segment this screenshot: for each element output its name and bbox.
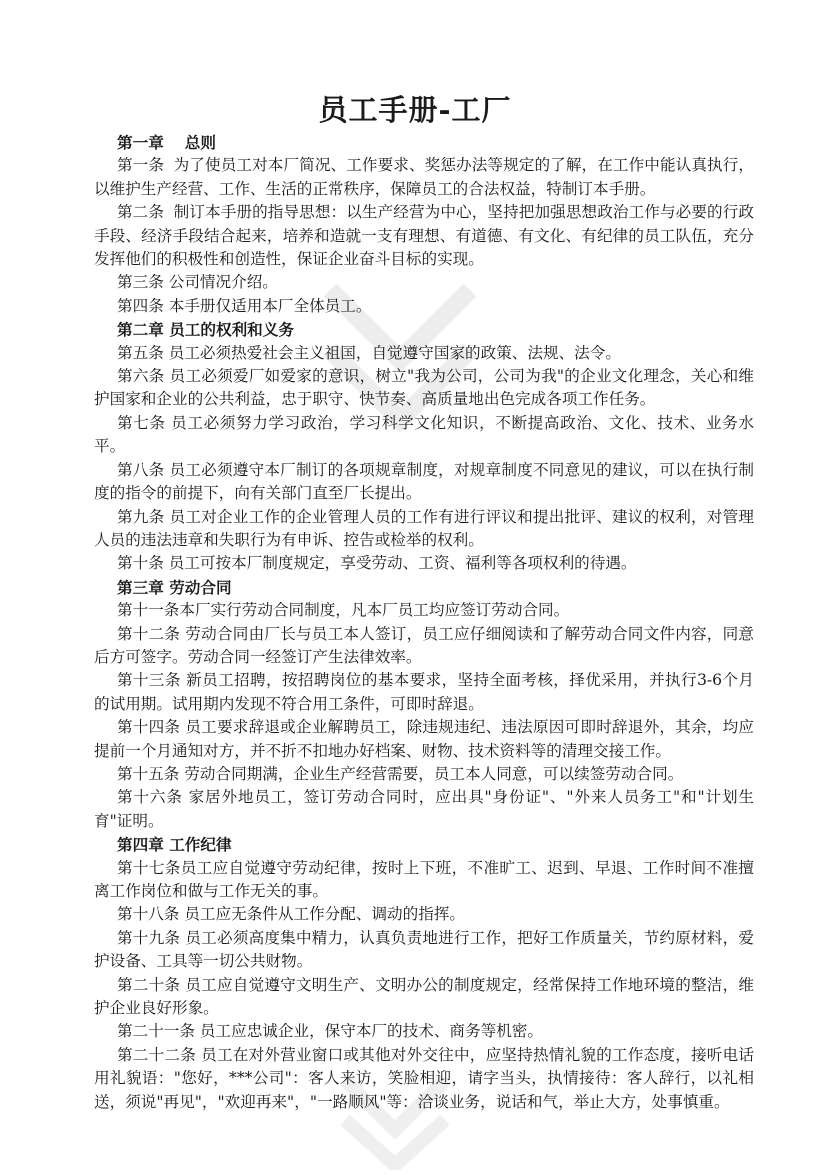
article-paragraph: 第十一条本厂实行劳动合同制度，凡本厂员工均应签订劳动合同。 [117,601,570,620]
article-paragraph: 第一条 为了使员工对本厂简况、工作要求、奖惩办法等规定的了解，在工作中能认真执行，以维护生产经营、工作、生活的正常秩序，保障员工的合法权益，特制订本手册。 [94,156,754,198]
article-paragraph: 第十七条员工应自觉遵守劳动纪律，按时上下班，不准旷工、迟到、早退、工作时间不准擅离工作岗位和做与工作无关的事。 [94,858,754,900]
article-paragraph: 第五条 员工必须热爱社会主义祖国，自觉遵守国家的政策、法规、法令。 [117,343,621,362]
article-paragraph: 第二条 制订本手册的指导思想：以生产经营为中心，坚持把加强思想政治工作与必要的行政手段、经济手段结合起来，培养和造就一支有理想、有道德、有文化、有纪律的员工队伍，充分发挥他们的积极性和创造性，保证企业奋斗目标的实现。 [94,203,754,269]
article-paragraph: 第六条 员工必须爱厂如爱家的意识，树立"我为公司，公司为我"的企业文化理念，关心和维护国家和企业的公共利益，忠于职守、快节奏、高质量地出色完成各项工作任务。 [94,367,754,409]
article-paragraph: 第十三条 新员工招聘，按招聘岗位的基本要求，坚持全面考核，择优采用，并执行3-6个月的试用期。试用期内发现不符合用工条件，可即时辞退。 [94,671,754,713]
article-paragraph: 第二十条 员工应自觉遵守文明生产、文明办公的制度规定，经常保持工作地环境的整洁，维护企业良好形象。 [94,975,754,1018]
chapter-heading: 第四章 工作纪律 [117,835,232,855]
article-paragraph: 第十四条 员工要求辞退或企业解聘员工，除违规违纪、违法原因可即时辞退外，其余，均应提前一个月通知对方，并不折不扣地办好档案、财物、技术资料等的清理交接工作。 [94,718,754,760]
article-paragraph: 第十八条 员工应无条件从工作分配、调动的指挥。 [117,905,466,924]
article-paragraph: 第十九条 员工必须高度集中精力，认真负责地进行工作，把好工作质量关，节约原材料，爱护设备、工具等一切公共财物。 [94,928,754,971]
article-paragraph: 第九条 员工对企业工作的企业管理人员的工作有进行评议和提出批评、建议的权利，对管理人员的违法违章和失职行为有申诉、控告或检举的权利。 [94,507,754,549]
chapter-heading: 第二章 员工的权利和义务 [117,320,294,340]
article-paragraph: 第七条 员工必须努力学习政治，学习科学文化知识，不断提高政治、文化、技术、业务水平。 [94,413,754,456]
document-body [94,131,754,1114]
article-paragraph: 第四条 本手册仅适用本厂全体员工。 [117,296,372,315]
article-paragraph: 第十六条 家居外地员工，签订劳动合同时，应出具"身份证"、"外来人员务工"和"计划生育"证明。 [94,788,754,830]
article-paragraph: 第二十一条 员工应忠诚企业，保守本厂的技术、商务等机密。 [117,1022,543,1041]
article-paragraph: 第十条 员工可按本厂制度规定，享受劳动、工资、福利等各项权利的待遇。 [117,554,637,573]
article-paragraph: 第十五条 劳动合同期满，企业生产经营需要，员工本人同意，可以续签劳动合同。 [117,764,684,783]
article-paragraph: 第二十二条 员工在对外营业窗口或其他对外交往中，应坚持热情礼貌的工作态度，接听电话用礼貌语："您好，***公司"：客人来访，笑脸相迎，请字当头，执情接待：客人辞行，以礼相送，须说"再见"，"欢迎再来"，"一路顺风"等：洽谈业务，说话和气，举止大方，处事慎重。 [94,1045,754,1111]
document-title: 员工手册-工厂 [318,93,512,127]
article-paragraph: 第八条 员工必须遵守本厂制订的各项规章制度，对规章制度不同意见的建议，可以在执行制度的指令的前提下，向有关部门直至厂长提出。 [94,460,754,503]
article-paragraph: 第三条 公司情况介绍。 [117,273,278,292]
chapter-heading: 第三章 劳动合同 [117,577,232,597]
article-paragraph: 第十二条 劳动合同由厂长与员工本人签订，员工应仔细阅读和了解劳动合同文件内容，同意后方可签字。劳动合同一经签订产生法律效率。 [94,624,754,666]
chapter-heading: 第一章 总则 [117,133,216,152]
